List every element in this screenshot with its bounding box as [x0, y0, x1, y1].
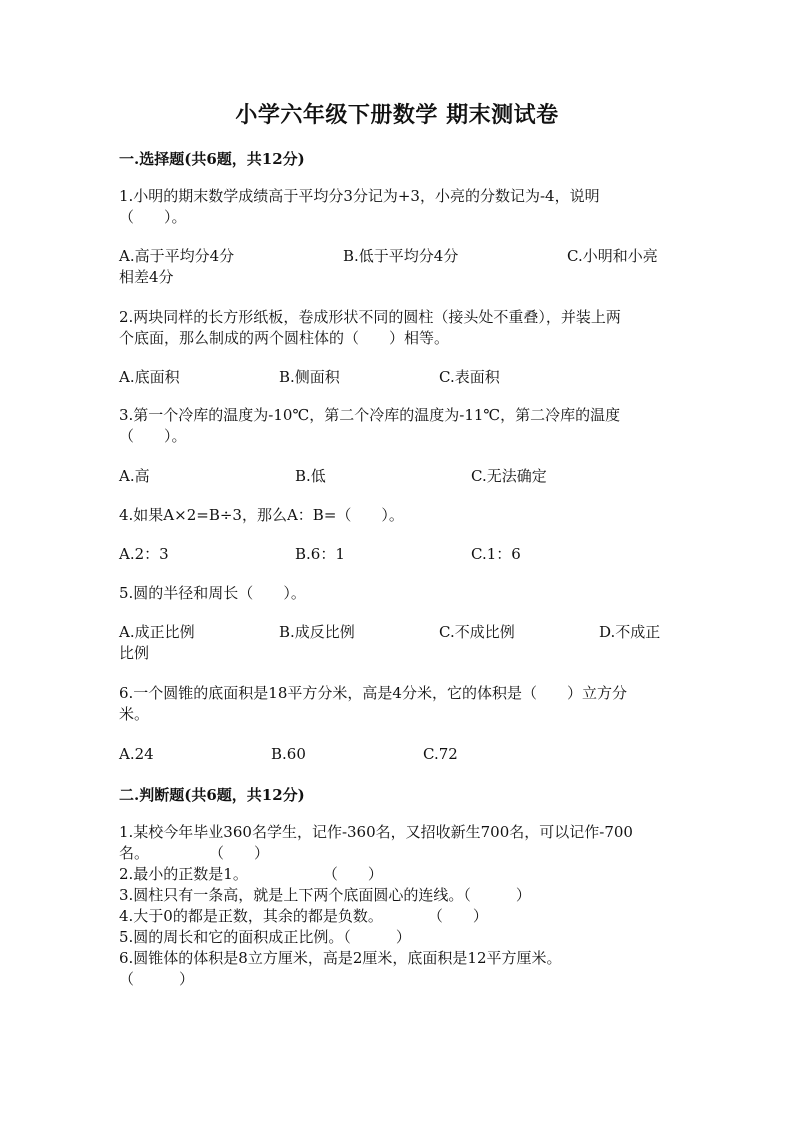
option-b: B.60 [271, 745, 306, 763]
option-c: C.小明和小亮 [567, 247, 658, 265]
option-a: A.成正比例 [119, 623, 195, 641]
judgement-line: 4.大于0的都是正数，其余的都是负数。 （ ） [119, 907, 488, 925]
option-a: A.高于平均分4分 [119, 247, 235, 265]
option-b: B.侧面积 [279, 368, 340, 386]
question-stem-line: 个底面，那么制成的两个圆柱体的（ ）相等。 [119, 329, 450, 347]
judgement-line: 名。 （ ） [119, 844, 270, 862]
question-stem-line: 1.小明的期末数学成绩高于平均分3分记为+3，小亮的分数记为-4，说明 [119, 187, 600, 205]
options-q6 [119, 744, 679, 786]
judgement-line: 6.圆锥体的体积是8立方厘米，高是2厘米，底面积是12平方厘米。 [119, 949, 562, 967]
question-stem-line: 3.第一个冷库的温度为-10℃，第二个冷库的温度为-11℃，第二冷库的温度 [119, 406, 621, 424]
option-c: C.1：6 [471, 545, 521, 563]
options-q3 [119, 466, 679, 508]
judgement-line: 2.最小的正数是1。 （ ） [119, 865, 383, 883]
section-heading-judgement: 二.判断题(共6题，共12分) [119, 786, 305, 804]
question-4 [119, 505, 679, 526]
option-c: C.72 [423, 745, 458, 763]
option-b: B.低于平均分4分 [343, 247, 459, 265]
option-wrap-text: 相差4分 [119, 268, 174, 286]
option-a: A.24 [119, 745, 154, 763]
question-3 [119, 405, 679, 447]
option-c: C.不成比例 [439, 623, 515, 641]
judgement-line: 5.圆的周长和它的面积成正比例。（ ） [119, 928, 411, 946]
judgement-line: 3.圆柱只有一条高，就是上下两个底面圆心的连线。（ ） [119, 886, 531, 904]
option-wrap-text: 比例 [119, 644, 150, 662]
question-stem-line: （ ）。 [119, 427, 187, 445]
question-stem-line: 5.圆的半径和周长（ ）。 [119, 584, 306, 602]
question-stem-line: （ ）。 [119, 208, 187, 226]
option-b: B.低 [295, 467, 326, 485]
option-a: A.底面积 [119, 368, 180, 386]
option-c: C.表面积 [439, 368, 500, 386]
question-6 [119, 683, 679, 725]
option-a: A.2：3 [119, 545, 169, 563]
judgement-list [119, 822, 679, 990]
question-stem-line: 6.一个圆锥的底面积是18平方分米，高是4分米，它的体积是（ ）立方分 [119, 684, 627, 702]
options-q2 [119, 367, 679, 409]
page-title: 小学六年级下册数学 期末测试卷 [235, 102, 559, 128]
option-d: D.不成正 [599, 623, 661, 641]
question-stem-line: 4.如果A×2=B÷3，那么A：B=（ ）。 [119, 506, 404, 524]
option-a: A.高 [119, 467, 150, 485]
question-2 [119, 307, 679, 349]
question-5 [119, 583, 679, 604]
options-q5 [119, 622, 679, 664]
question-1 [119, 186, 679, 228]
judgement-line: （ ） [119, 970, 195, 988]
option-c: C.无法确定 [471, 467, 547, 485]
judgement-line: 1.某校今年毕业360名学生，记作-360名，又招收新生700名，可以记作-700 [119, 823, 633, 841]
question-stem-line: 米。 [119, 705, 150, 723]
option-b: B.6：1 [295, 545, 345, 563]
options-q4 [119, 544, 679, 586]
question-stem-line: 2.两块同样的长方形纸板，卷成形状不同的圆柱（接头处不重叠），并装上两 [119, 308, 621, 326]
option-b: B.成反比例 [279, 623, 355, 641]
options-q1 [119, 246, 679, 288]
section-heading-choice: 一.选择题(共6题，共12分) [119, 150, 305, 168]
